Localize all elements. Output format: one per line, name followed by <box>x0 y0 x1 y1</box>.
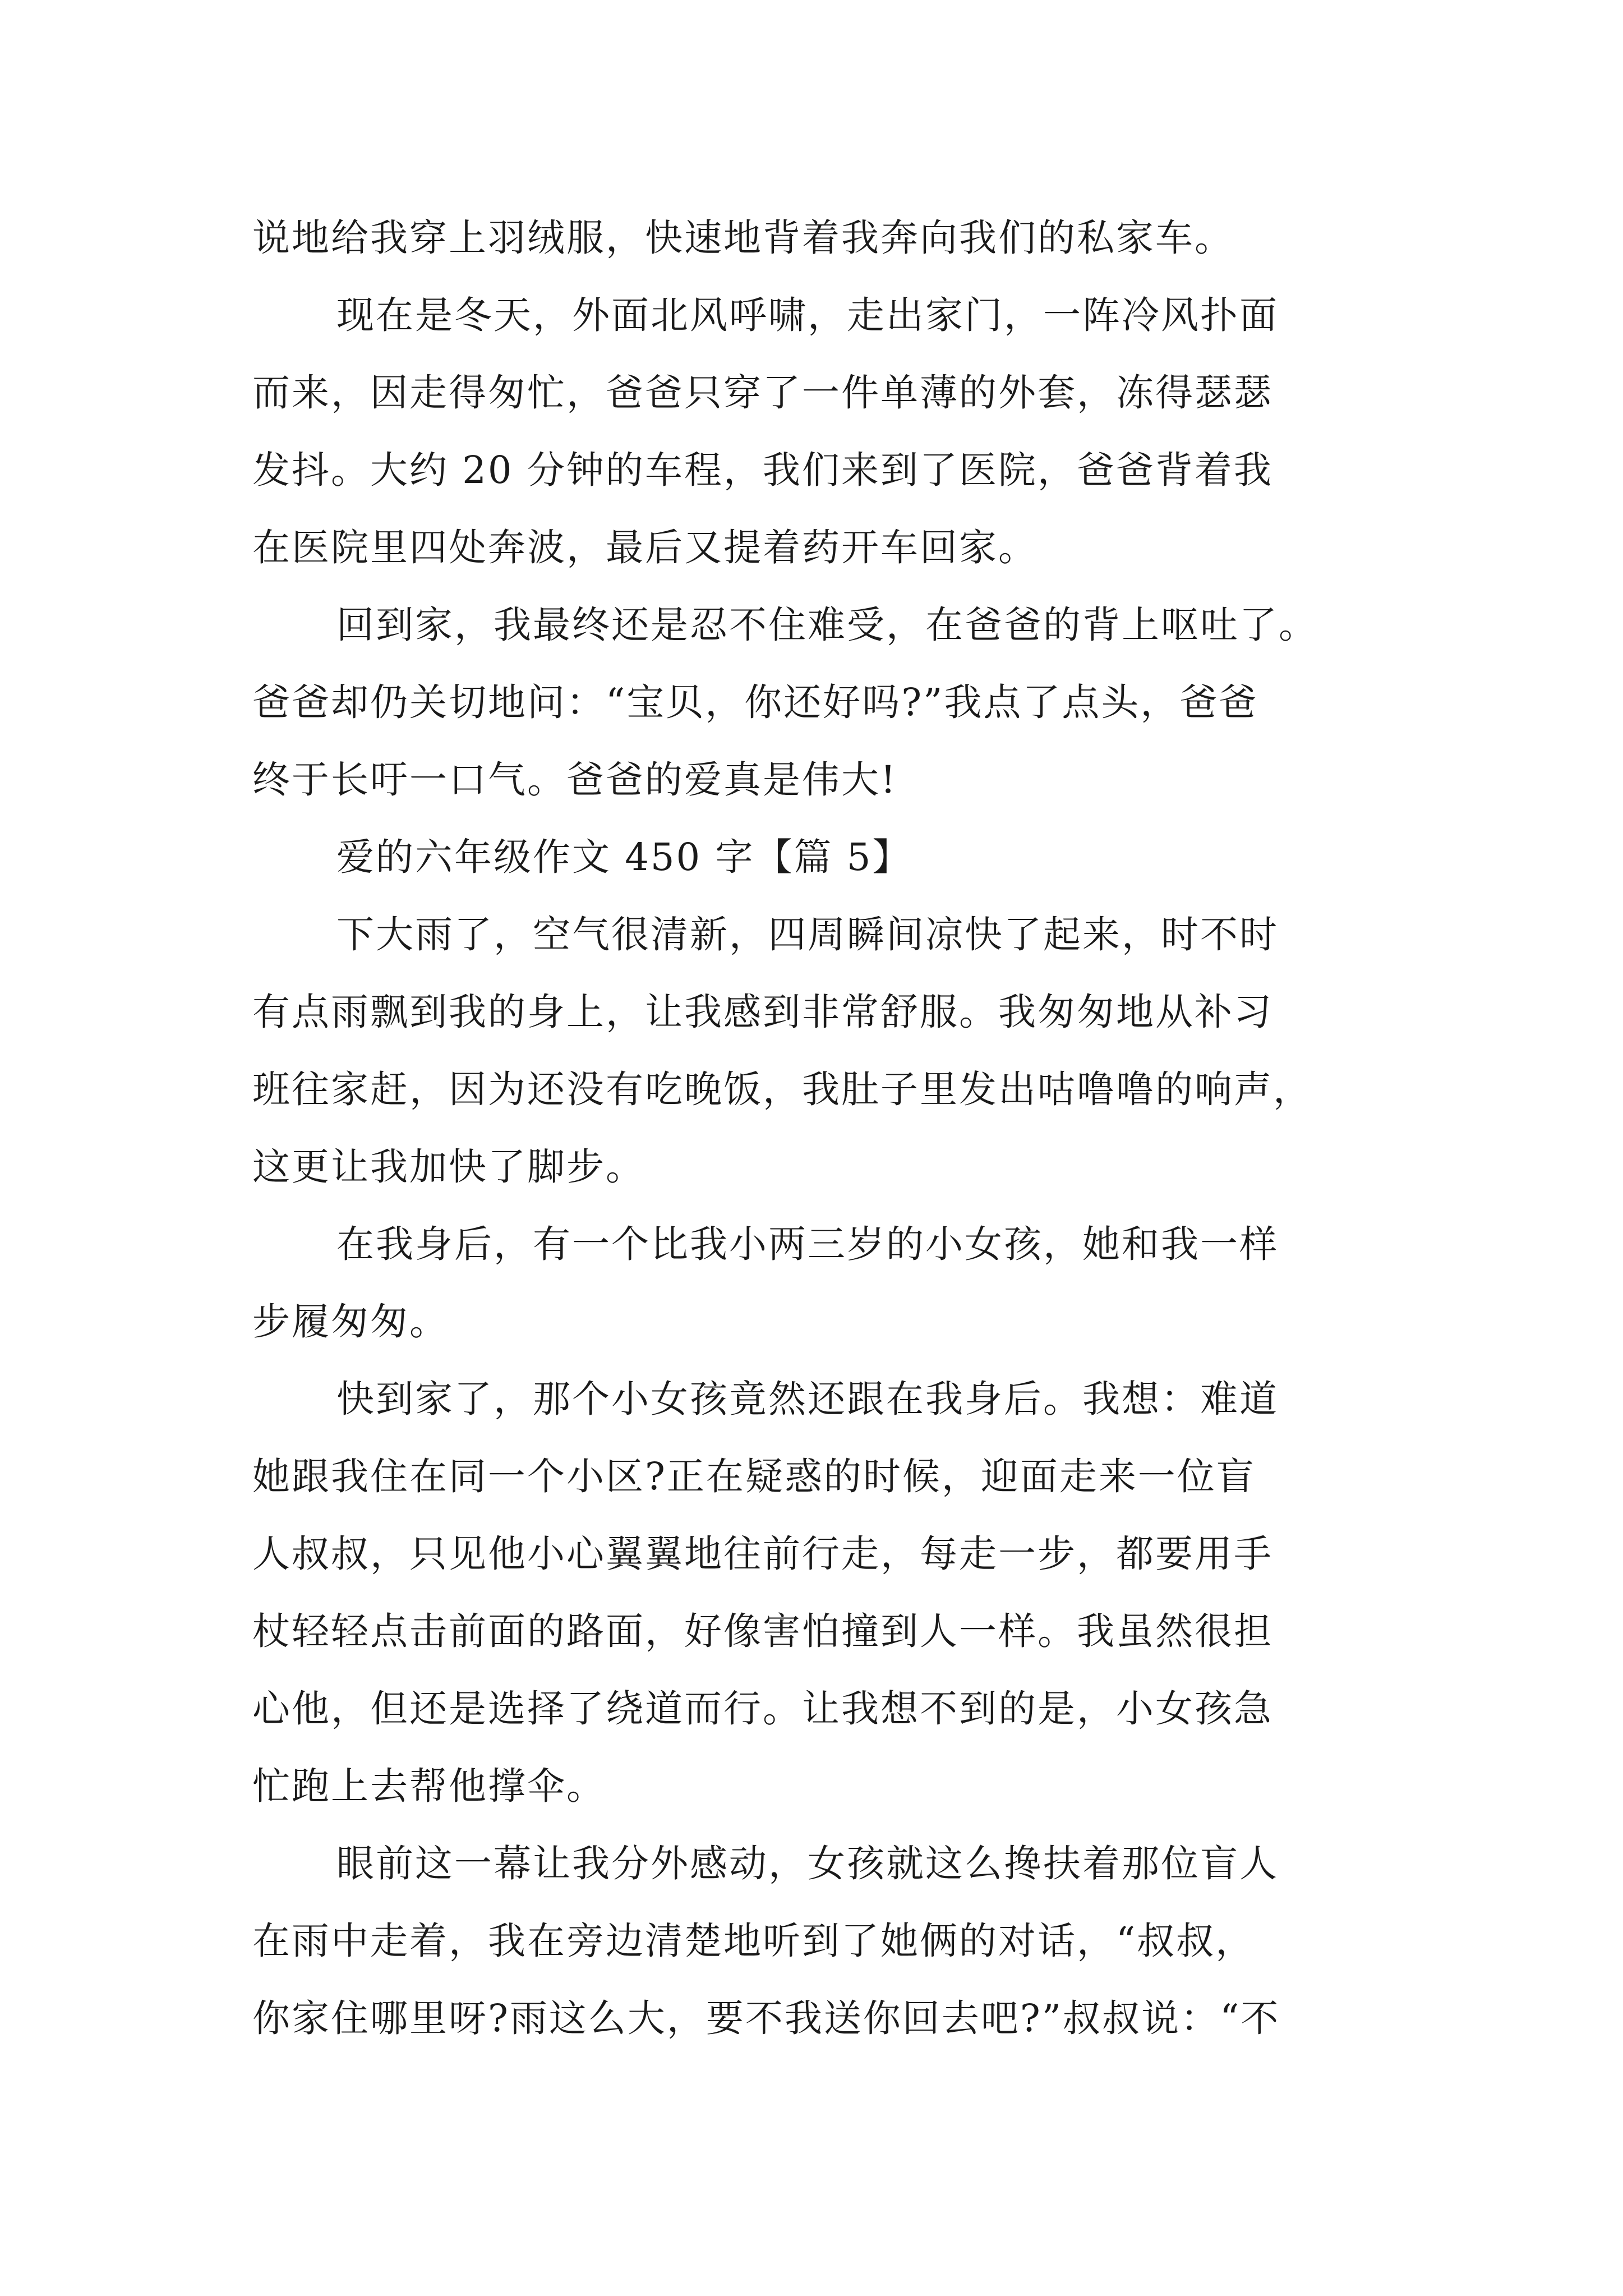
text-line: 而来，因走得匆忙，爸爸只穿了一件单薄的外套，冻得瑟瑟 <box>252 371 1273 415</box>
text-line: 说地给我穿上羽绒服，快速地背着我奔向我们的私家车。 <box>252 216 1234 260</box>
text-line: 在医院里四处奔波，最后又提着药开车回家。 <box>252 526 1038 569</box>
text-line: 终于长吁一口气。爸爸的爱真是伟大! <box>252 758 897 802</box>
text-line: 心他，但还是选择了绕道而行。让我想不到的是，小女孩急 <box>252 1687 1273 1731</box>
text-line: 回到家，我最终还是忍不住难受，在爸爸的背上呕吐了。 <box>336 603 1318 647</box>
text-line: 有点雨飘到我的身上，让我感到非常舒服。我匆匆地从补习 <box>252 990 1273 1034</box>
text-line: 杖轻轻点击前面的路面，好像害怕撞到人一样。我虽然很担 <box>252 1609 1273 1653</box>
text-line: 你家住哪里呀?雨这么大，要不我送你回去吧?”叔叔说：“不 <box>252 1996 1280 2040</box>
text-line: 在雨中走着，我在旁边清楚地听到了她俩的对话，“叔叔， <box>252 1919 1255 1963</box>
text-line: 她跟我住在同一个小区?正在疑惑的时候，迎面走来一位盲 <box>252 1455 1256 1498</box>
text-line: 眼前这一幕让我分外感动，女孩就这么搀扶着那位盲人 <box>336 1842 1279 1885</box>
text-line: 这更让我加快了脚步。 <box>252 1145 645 1189</box>
text-line: 现在是冬天，外面北风呼啸，走出家门，一阵冷风扑面 <box>336 293 1279 337</box>
section-heading: 爱的六年级作文 450 字【篇 5】 <box>336 835 912 879</box>
text-line: 班往家赶，因为还没有吃晚饭，我肚子里发出咕噜噜的响声， <box>252 1068 1312 1111</box>
text-line: 步履匆匆。 <box>252 1300 449 1343</box>
text-line: 人叔叔，只见他小心翼翼地往前行走，每走一步，都要用手 <box>252 1532 1273 1576</box>
document-body <box>252 199 1385 2057</box>
text-line: 下大雨了，空气很清新，四周瞬间凉快了起来，时不时 <box>336 913 1279 956</box>
text-line: 快到家了，那个小女孩竟然还跟在我身后。我想：难道 <box>336 1377 1279 1421</box>
text-line: 爸爸却仍关切地问：“宝贝，你还好吗?”我点了点头，爸爸 <box>252 680 1258 724</box>
text-line: 发抖。大约 20 分钟的车程，我们来到了医院，爸爸背着我 <box>252 448 1273 492</box>
text-line: 忙跑上去帮他撑伞。 <box>252 1764 606 1808</box>
text-line: 在我身后，有一个比我小两三岁的小女孩，她和我一样 <box>336 1222 1279 1266</box>
